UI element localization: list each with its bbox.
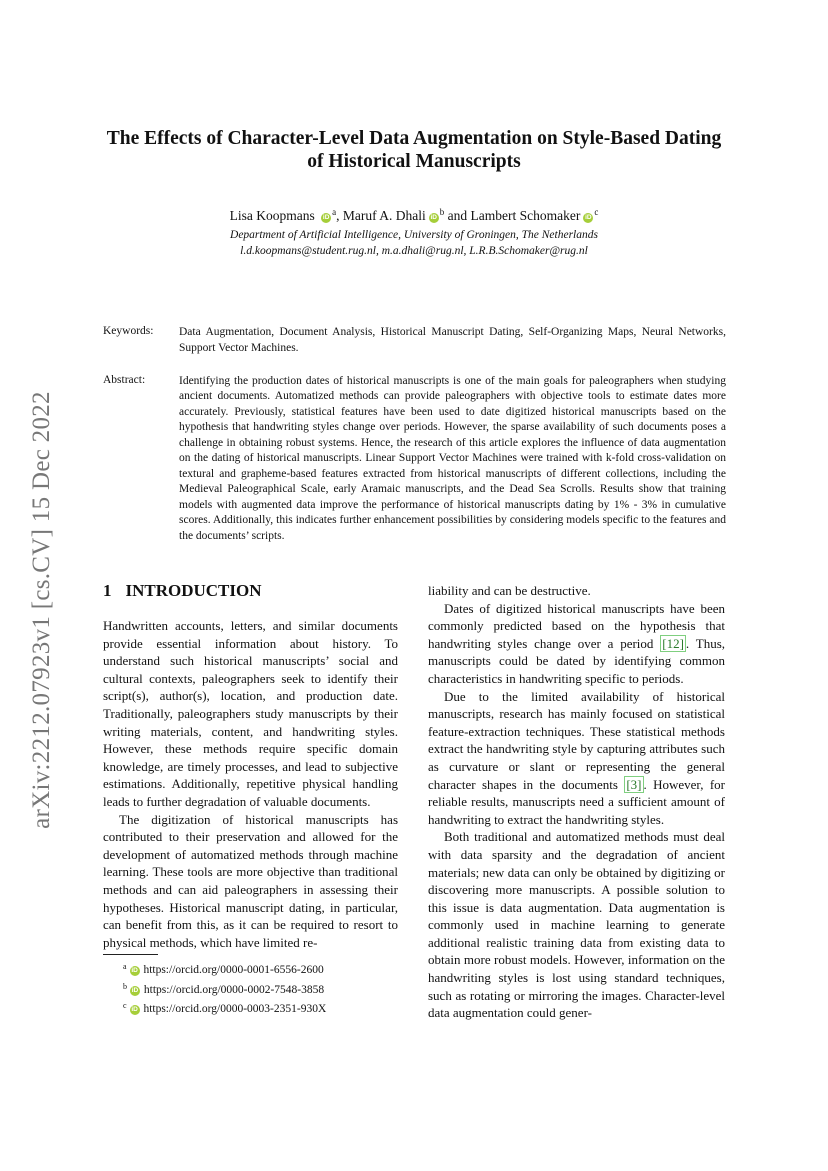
citation-link[interactable]: [12] xyxy=(662,635,684,651)
paragraph-text: Due to the limited availability of historical manuscripts, research has mainly focused on statistical feature-extraction techniques. These statistical methods extract the handwriting style by capturing attributes such as curvature or slant or representing the general character shapes in the documents xyxy=(428,688,725,792)
paragraph: The digitization of historical manuscripts has contributed to their preservation and allowed for the development of automatized methods through machine learning. These tools are more objective than traditional methods and can aid paleographers in assessing their hypotheses. Historical manuscript dating, in particular, can benefit from this, as it can be required to resort to physical methods, which have limited re- xyxy=(103,811,398,950)
author-separator: , xyxy=(336,208,343,223)
footnote-link[interactable]: https://orcid.org/0000-0002-7548-3858 xyxy=(143,983,325,996)
orcid-icon[interactable]: iD xyxy=(322,214,330,221)
footnote-link[interactable]: https://orcid.org/0000-0003-2351-930X xyxy=(143,1003,327,1015)
citation-link[interactable]: [3] xyxy=(626,776,642,792)
paragraph-text: . However, for reliable results, manuscripts need a sufficient amount of handwriting to extract the handwriting styles. xyxy=(428,776,725,827)
footnote xyxy=(123,979,326,999)
paragraph: Both traditional and automatized methods must deal with data sparsity and the degradation of ancient materials; new data can only be obtained by digitizing or discovering more manuscripts. A possible solution to this issue is data augmentation. Data augmentation is commonly used in machine learning to generate additional realistic training data from existing data to obtain more robust models. However, information on the handwriting styles is lost using standard techniques, such as rotating or mirroring the images. Character-level data augmentation could gener- xyxy=(428,829,725,1021)
paragraph xyxy=(428,600,725,688)
footnote xyxy=(123,998,326,1018)
abstract-text: Identifying the production dates of historical manuscripts is one of the main goals for paleographers when studying ancient documents. Automatized methods can provide paleographers with objective tools to estimate dates more accurately. Previously, statistical features have been used to date digitized historical manuscripts based on the hypothesis that handwriting styles change over periods. However, the sparse availability of such documents poses a challenge in obtaining robust systems. Hence, the research of this article explores the influence of data augmentation on the dating of historical manuscripts. Linear Support Vector Machines were trained with k-fold cross-validation on textural and grapheme-based features extracted from historical manuscripts of different collections, including the Medieval Paleographical Scale, early Aramaic manuscripts, and the Dead Sea Scrolls. Results show that training models with augmented data improve the performance of historical manuscripts dating by 1% - 3% in cumulative scores. Additionally, this indicates further enhancement possibilities by considering models specific to the features and the documents’ scripts. xyxy=(179,375,726,542)
keywords-text: Data Augmentation, Document Analysis, Historical Manuscript Dating, Self-Organizing Maps, Neural Networks, Support Vector Machines. xyxy=(179,326,726,354)
orcid-icon: iD xyxy=(131,986,139,994)
author-name: Lisa Koopmans xyxy=(229,208,315,223)
footnotes xyxy=(123,959,326,1018)
keywords-label: Keywords: xyxy=(103,325,154,337)
footnote xyxy=(123,959,326,979)
paragraph: Handwritten accounts, letters, and similar documents provide essential information about history. To understand such historical manuscripts’ social and cultural contexts, paleographers seek to identify their script(s), author(s), location, and production date. Traditionally, paleographers study manuscripts by their writing materials, content, and handwriting styles. However, these methods require specific domain knowledge, are timely processes, and lead to subjective estimations. Additionally, repetitive physical handling leads to further degradation of valuable documents. xyxy=(103,618,398,809)
footnote-mark: a xyxy=(123,962,127,971)
paragraph-text: . Thus, manuscripts could be dated by identifying common characteristics in handwriting specific to periods. xyxy=(428,635,726,686)
paragraph xyxy=(428,688,725,829)
paragraph: liability and can be destructive. xyxy=(428,583,591,598)
author-name: Maruf A. Dhali xyxy=(342,208,426,223)
abstract-label: Abstract: xyxy=(103,374,146,386)
author-mark: a xyxy=(332,207,337,217)
affiliation-block xyxy=(100,228,728,259)
footnote-rule xyxy=(103,954,158,955)
author-separator: and xyxy=(444,208,471,223)
paper-title: The Effects of Character-Level Data Augmentation on Style-Based Dating of Historical Manuscripts xyxy=(106,128,722,172)
author-mark: c xyxy=(594,207,599,217)
author-name: Lambert Schomaker xyxy=(470,208,581,223)
section-heading xyxy=(103,581,262,601)
orcid-icon: iD xyxy=(131,1006,138,1013)
orcid-icon[interactable]: iD xyxy=(430,214,437,221)
orcid-icon: iD xyxy=(131,967,138,974)
arxiv-id: arXiv:2212.07923v1 [cs.CV] 15 Dec 2022 xyxy=(28,391,55,829)
right-column xyxy=(428,582,725,1022)
orcid-icon[interactable]: iD xyxy=(585,214,592,221)
section-number: 1 xyxy=(103,581,112,600)
paragraph-text: Dates of digitized historical manuscripts have been commonly predicted based on the hypothesis that handwriting styles change over a period xyxy=(428,600,725,651)
left-column xyxy=(103,617,398,951)
author-list xyxy=(100,207,728,224)
footnote-mark: c xyxy=(123,1001,127,1010)
author-emails: l.d.koopmans@student.rug.nl, m.a.dhali@rug.nl, L.R.B.Schomaker@rug.nl xyxy=(240,244,588,257)
affiliation: Department of Artificial Intelligence, University of Groningen, The Netherlands xyxy=(230,229,598,241)
author-mark: b xyxy=(439,207,445,217)
footnote-mark: b xyxy=(123,981,127,991)
arxiv-stamp xyxy=(28,360,56,860)
section-title: INTRODUCTION xyxy=(125,581,262,600)
footnote-link[interactable]: https://orcid.org/0000-0001-6556-2600 xyxy=(143,964,324,976)
